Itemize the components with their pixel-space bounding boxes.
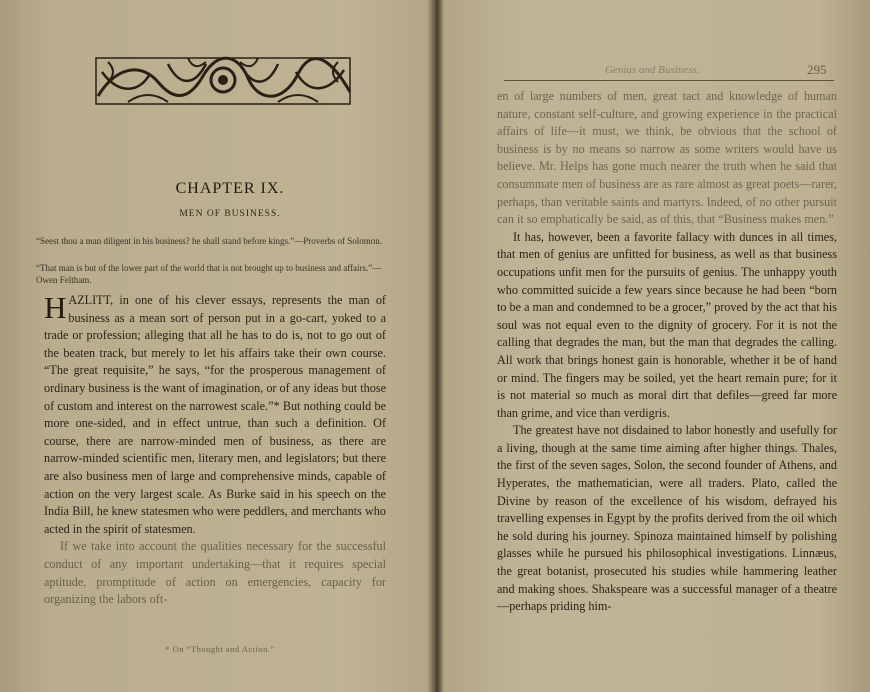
running-head: Genius and Business.: [605, 64, 700, 76]
right-paragraph-1: en of large numbers of men, great tact and knowledge of human nature, constant self-culture, and growing experience in the practical affairs of life—it must, we think, be obvious that the school of business is by no means so narrow as some writers would have us believe. Mr. Helps has gone much nearer the truth when he said that consummate men of business are as rare almost as great poets—rarer, perhaps, than veritable saints and martyrs. Indeed, of no other pursuit can it so emphatically be said, as of this, that “Business makes men.”: [497, 89, 837, 227]
left-paragraph-1: [44, 292, 386, 538]
header-rule: [504, 80, 834, 81]
left-page: [0, 0, 434, 692]
page-number: 295: [807, 62, 827, 77]
right-body-text: [497, 88, 837, 616]
right-paragraph-3: The greatest have not disdained to labor honestly and usefully for a living, though at the same time aiming after higher things. Thales, the first of the seven sages, Solon, the second founder of Athens, and Hyperates, the mathematician, were all traders. Plato, called the Divine by reason of the excellence of his wisdom, defrayed his travelling expenses in Egypt by the profits derived from the oil which he sold during his journey. Spinoza maintained himself by polishing glasses while he pursued his philosophical investigations. Linnæus, the great botanist, prosecuted his studies while hammering leather and making shoes. Shakspeare was a successful manager of a theatre—perhaps priding him-: [497, 423, 837, 614]
chapter-subtitle: MEN OF BUSINESS.: [179, 209, 281, 219]
drop-cap: H: [44, 290, 67, 325]
epigraph-feltham: “That man is but of the lower part of the world that is not brought up to business and affairs.”—Owen Feltham.: [36, 263, 382, 285]
right-paragraph-2: It has, however, been a favorite fallacy with dunces in all times, that men of genius are unfitted for business, as well as that business occupations unfit men for the pursuits of genius. The unhappy youth who committed suicide a few years since because he had been “born to be a man and condemned to be a grocer,” proved by the act that his soul was not equal even to the dignity of grocery. For it is not the calling that degrades the man, but the man that degrades the calling. All work that brings honest gain is honorable, whether it be of hand or mind. The fingers may be soiled, yet the heart remain pure; for it is not material so much as moral dirt that defiles—greed far more than grime, and vice than verdigris.: [497, 229, 837, 420]
epigraph-proverbs: “Seest thou a man diligent in his business? he shall stand before kings.”—Proverbs of Solomon.: [36, 236, 382, 246]
ornamental-headpiece: [88, 44, 358, 114]
left-paragraph-2: If we take into account the qualities necessary for the successful conduct of any important undertaking—that it requires special aptitude, promptitude of action on emergencies, capacity for organizing the labors oft-: [44, 539, 386, 607]
left-body-text: [44, 292, 386, 609]
left-paragraph-1-text: AZLITT, in one of his clever essays, represents the man of business as a mean sort of person put in a go-cart, yoked to a trade or profession; alleging that all he has to do is, not to go out of the beaten track, but merely to let his affairs take their own course. “The great requisite,” he says, “for the prosperous management of ordinary business is the want of imagination, or of any ideas but those of custom and interest on the narrowest scale.”* But nothing could be more one-sided, and in effect untrue, than such a definition. Of course, there are narrow-minded men of business, as there are narrow-minded scientific men, literary men, and legislators; but there are also business men of large and comprehensive minds, capable of action on the very largest scale. As Burke said in his speech on the India Bill, he knew statesmen who were peddlers, and merchants who acted in the spirit of statesmen.: [44, 293, 386, 536]
chapter-title: CHAPTER IX.: [175, 180, 285, 197]
footnote: * On “Thought and Action.”: [165, 644, 275, 654]
